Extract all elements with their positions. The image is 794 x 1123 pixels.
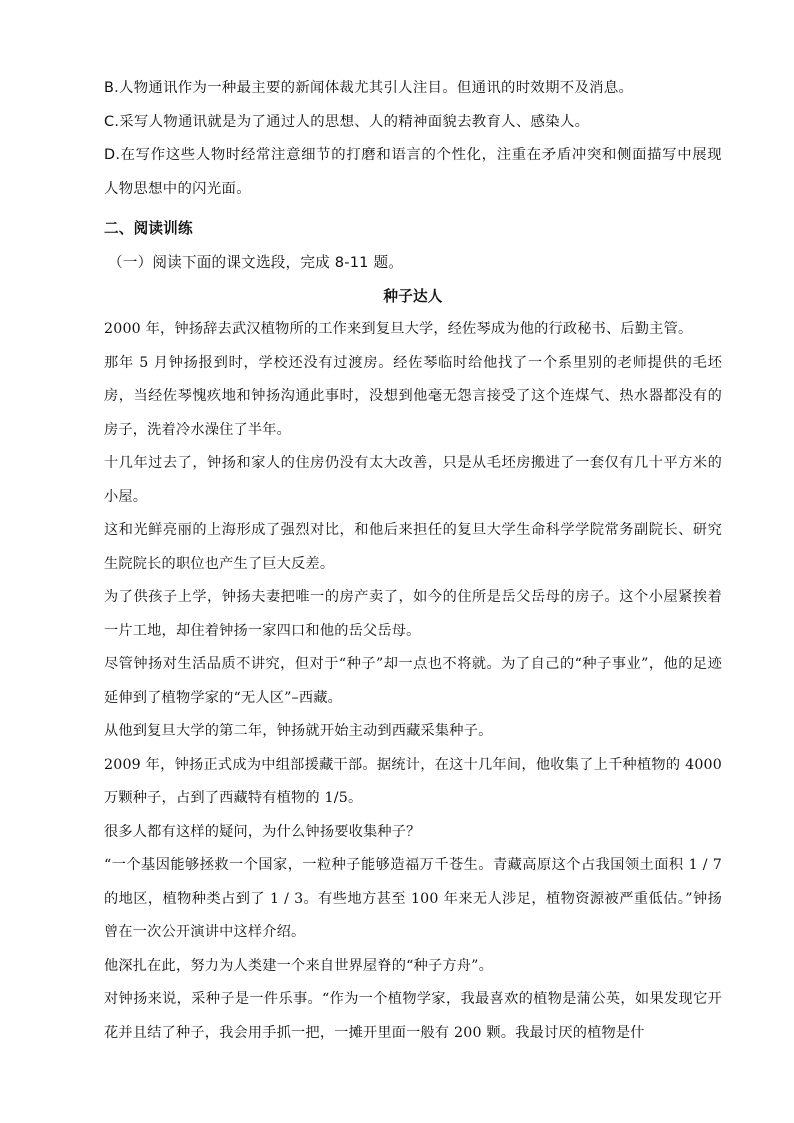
reading-instructions: （一）阅读下面的课文选段，完成 8-11 题。	[108, 253, 404, 271]
option-d: D.在写作这些人物时经常注意细节的打磨和语言的个性化，注重在矛盾冲突和侧面描写中展现人物思想中的闪光面。	[104, 147, 722, 197]
article-paragraph: 从他到复旦大学的第二年，钟扬就开始主动到西藏采集种子。	[104, 723, 493, 740]
article-paragraph: 很多人都有这样的疑问，为什么钟扬要收集种子？	[104, 823, 421, 840]
article-title: 种子达人	[383, 287, 443, 305]
section-heading: 二、阅读训练	[104, 220, 193, 238]
article-paragraph: 尽管钟扬对生活品质不讲究，但对于“种子”却一点也不将就。为了自己的“种子事业”，他的足迹延伸到了植物学家的“无人区”–西藏。	[104, 656, 722, 706]
option-c: C.采写人物通讯就是为了通过人的思想、人的精神面貌去教育人、感染人。	[104, 113, 590, 130]
article-paragraph: 2000 年，钟扬辞去武汉植物所的工作来到复旦大学，经佐琴成为他的行政秘书、后勤主管。	[104, 321, 693, 338]
article-paragraph: 那年 5 月钟扬报到时，学校还没有过渡房。经佐琴临时给他找了一个系里别的老师提供的毛坯房，当经佐琴愧疚地和钟扬沟通此事时，没想到他毫无怨言接受了这个连煤气、热水器都没有的房子，洗着冷水澡住了半年。	[104, 354, 722, 438]
article-paragraph: 这和光鲜亮丽的上海形成了强烈对比，和他后来担任的复旦大学生命科学学院常务副院长、研究生院院长的职位也产生了巨大反差。	[104, 522, 722, 572]
page-content	[104, 72, 722, 1050]
option-b: B.人物通讯作为一种最主要的新闻体裁尤其引人注目。但通讯的时效期不及消息。	[104, 80, 634, 96]
article-paragraph: “一个基因能够拯救一个国家，一粒种子能够造福万千苍生。青藏高原这个占我国领土面积 1 / 7 的地区，植物种类占到了 1 / 3。有些地方甚至 100 年来无人涉足，植物资源被严重低估。”钟扬曾在一次公开演讲中这样介绍。	[104, 857, 722, 941]
article-paragraph: 他深扎在此，努力为人类建一个来自世界屋脊的“种子方舟”。	[104, 957, 493, 974]
article-paragraph: 对钟扬来说，采种子是一件乐事。“作为一个植物学家，我最喜欢的植物是蒲公英，如果发现它开花并且结了种子，我会用手抓一把，一摊开里面一般有 200 颗。我最讨厌的植物是什	[104, 991, 722, 1041]
article-paragraph: 2009 年，钟扬正式成为中组部援藏干部。据统计，在这十几年间，他收集了上千种植物的 4000 万颗种子，占到了西藏特有植物的 1/5。	[104, 756, 722, 807]
article-body	[104, 313, 722, 1050]
article-paragraph: 十几年过去了，钟扬和家人的住房仍没有太大改善，只是从毛坯房搬进了一套仅有几十平方米的小屋。	[104, 455, 722, 505]
article-paragraph: 为了供孩子上学，钟扬夫妻把唯一的房产卖了，如今的住所是岳父岳母的房子。这个小屋紧挨着一片工地，却住着钟扬一家四口和他的岳父岳母。	[104, 589, 722, 639]
